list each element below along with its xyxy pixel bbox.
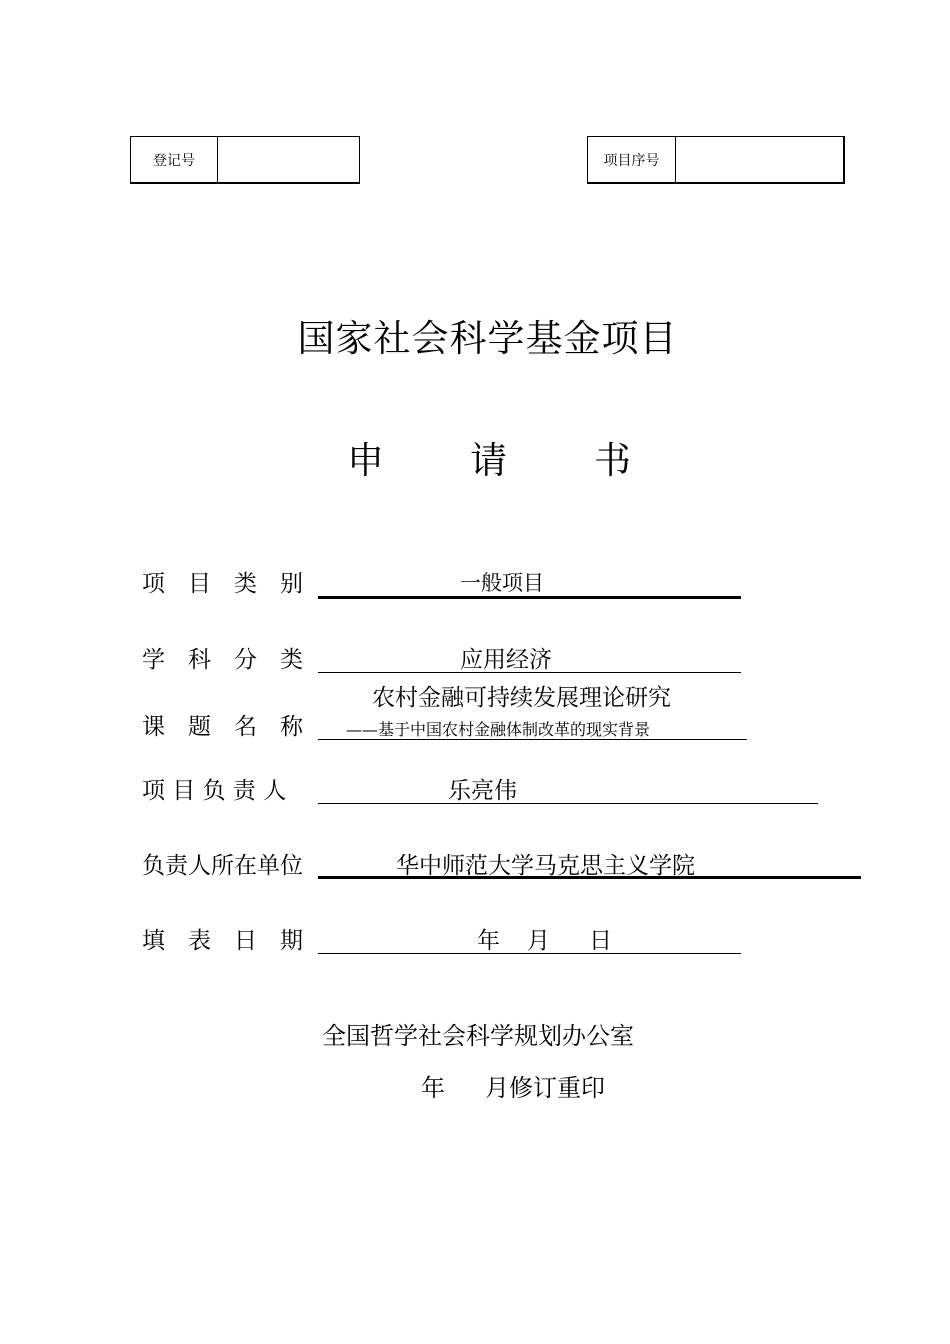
fill-date-year[interactable]: 年	[477, 928, 500, 954]
fill-date-day[interactable]: 日	[589, 928, 612, 954]
registration-number-label: 登记号	[131, 137, 218, 182]
subtitle-char-2: 请	[470, 439, 507, 482]
category-underline	[318, 596, 741, 599]
leader-value[interactable]: 乐亮伟	[448, 778, 517, 804]
revision-note: 月修订重印	[485, 1074, 605, 1102]
issuing-office: 全国哲学社会科学规划办公室	[322, 1022, 634, 1050]
subtitle-char-1: 申	[347, 439, 384, 482]
institution-label: 负责人所在单位	[142, 853, 303, 879]
institution-value[interactable]: 华中师范大学马克思主义学院	[396, 853, 695, 879]
registration-number-field[interactable]	[218, 137, 359, 182]
document-title: 国家社会科学基金项目	[297, 317, 678, 360]
institution-underline	[318, 876, 861, 879]
project-number-box	[587, 136, 845, 184]
revision-year: 年	[421, 1074, 445, 1102]
project-number-field[interactable]	[676, 137, 843, 182]
topic-subvalue[interactable]: ——基于中国农村金融体制改革的现实背景	[346, 720, 651, 739]
topic-underline	[318, 739, 747, 740]
project-number-label: 项目序号	[588, 137, 676, 182]
category-value[interactable]: 一般项目	[460, 571, 544, 595]
leader-label: 项 目 负 责 人	[142, 778, 287, 804]
topic-value[interactable]: 农村金融可持续发展理论研究	[372, 685, 671, 711]
discipline-label: 学 科 分 类	[142, 647, 303, 673]
discipline-value[interactable]: 应用经济	[460, 647, 552, 673]
fill-date-underline	[318, 953, 741, 954]
fill-date-month[interactable]: 月	[527, 928, 550, 954]
category-label: 项 目 类 别	[142, 571, 303, 597]
topic-label: 课 题 名 称	[142, 714, 303, 740]
discipline-underline	[318, 672, 741, 673]
fill-date-label: 填 表 日 期	[142, 928, 303, 954]
document-subtitle	[347, 430, 647, 480]
registration-number-box	[130, 136, 360, 184]
leader-underline	[318, 803, 818, 804]
subtitle-char-3: 书	[594, 439, 631, 482]
